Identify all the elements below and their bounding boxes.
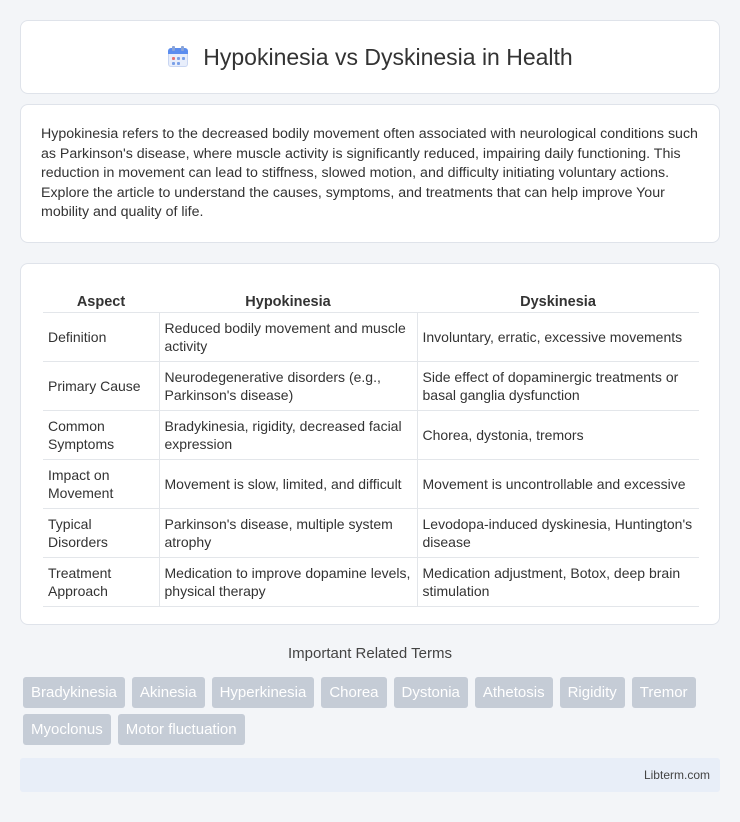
table-cell-dys: Side effect of dopaminergic treatments or basal ganglia dysfunction — [417, 361, 699, 410]
table-cell-dys: Involuntary, erratic, excessive movements — [417, 312, 699, 361]
page-title: Hypokinesia vs Dyskinesia in Health — [203, 43, 573, 70]
table-row — [43, 410, 699, 459]
related-terms-list — [23, 677, 723, 751]
header-aspect: Aspect — [43, 284, 159, 312]
table-cell-hypo: Parkinson's disease, multiple system atrophy — [159, 508, 417, 557]
calendar-icon — [167, 46, 189, 68]
table-cell-dys: Levodopa-induced dyskinesia, Huntington's disease — [417, 508, 699, 557]
table-cell-hypo: Reduced bodily movement and muscle activity — [159, 312, 417, 361]
related-term-tag[interactable]: Athetosis — [475, 677, 553, 708]
title-card — [20, 20, 720, 94]
related-term-tag[interactable]: Chorea — [321, 677, 386, 708]
table-cell-hypo: Movement is slow, limited, and difficult — [159, 459, 417, 508]
table-cell-dys: Medication adjustment, Botox, deep brain stimulation — [417, 557, 699, 606]
table-row — [43, 557, 699, 606]
table-cell-aspect: Primary Cause — [43, 361, 159, 410]
intro-text: Hypokinesia refers to the decreased bodily movement often associated with neurological conditions such as Parkinson's disease, where muscle activity is significantly reduced, impairing daily functioning. This reduction in movement can lead to stiffness, slowed motion, and difficulty initiating voluntary actions. Explore the article to understand the causes, symptoms, and treatments that can help improve Your mobility and quality of life. — [41, 126, 698, 221]
table-row — [43, 459, 699, 508]
footer — [20, 758, 720, 792]
table-cell-aspect: Typical Disorders — [43, 508, 159, 557]
table-cell-aspect: Common Symptoms — [43, 410, 159, 459]
related-term-tag[interactable]: Dystonia — [394, 677, 468, 708]
related-term-tag[interactable]: Rigidity — [560, 677, 625, 708]
related-term-tag[interactable]: Hyperkinesia — [212, 677, 315, 708]
table-row — [43, 508, 699, 557]
related-term-tag[interactable]: Bradykinesia — [23, 677, 125, 708]
table-cell-dys: Chorea, dystonia, tremors — [417, 410, 699, 459]
table-cell-hypo: Medication to improve dopamine levels, physical therapy — [159, 557, 417, 606]
table-cell-aspect: Definition — [43, 312, 159, 361]
header-dyskinesia: Dyskinesia — [417, 284, 699, 312]
related-term-tag[interactable]: Akinesia — [132, 677, 205, 708]
table-header-row — [43, 284, 699, 312]
table-cell-hypo: Bradykinesia, rigidity, decreased facial expression — [159, 410, 417, 459]
footer-link[interactable]: Libterm.com — [643, 768, 710, 782]
table-cell-dys: Movement is uncontrollable and excessive — [417, 459, 699, 508]
header-hypokinesia: Hypokinesia — [159, 284, 417, 312]
table-row — [43, 361, 699, 410]
table-row — [43, 312, 699, 361]
comparison-table-card — [20, 263, 720, 625]
related-term-tag[interactable]: Tremor — [632, 677, 696, 708]
intro-card — [20, 104, 720, 243]
comparison-table — [43, 284, 699, 607]
table-cell-aspect: Treatment Approach — [43, 557, 159, 606]
related-term-tag[interactable]: Myoclonus — [23, 714, 111, 745]
related-term-tag[interactable]: Motor fluctuation — [118, 714, 245, 745]
table-cell-hypo: Neurodegenerative disorders (e.g., Parkinson's disease) — [159, 361, 417, 410]
related-terms-title: Important Related Terms — [288, 645, 452, 662]
table-cell-aspect: Impact on Movement — [43, 459, 159, 508]
